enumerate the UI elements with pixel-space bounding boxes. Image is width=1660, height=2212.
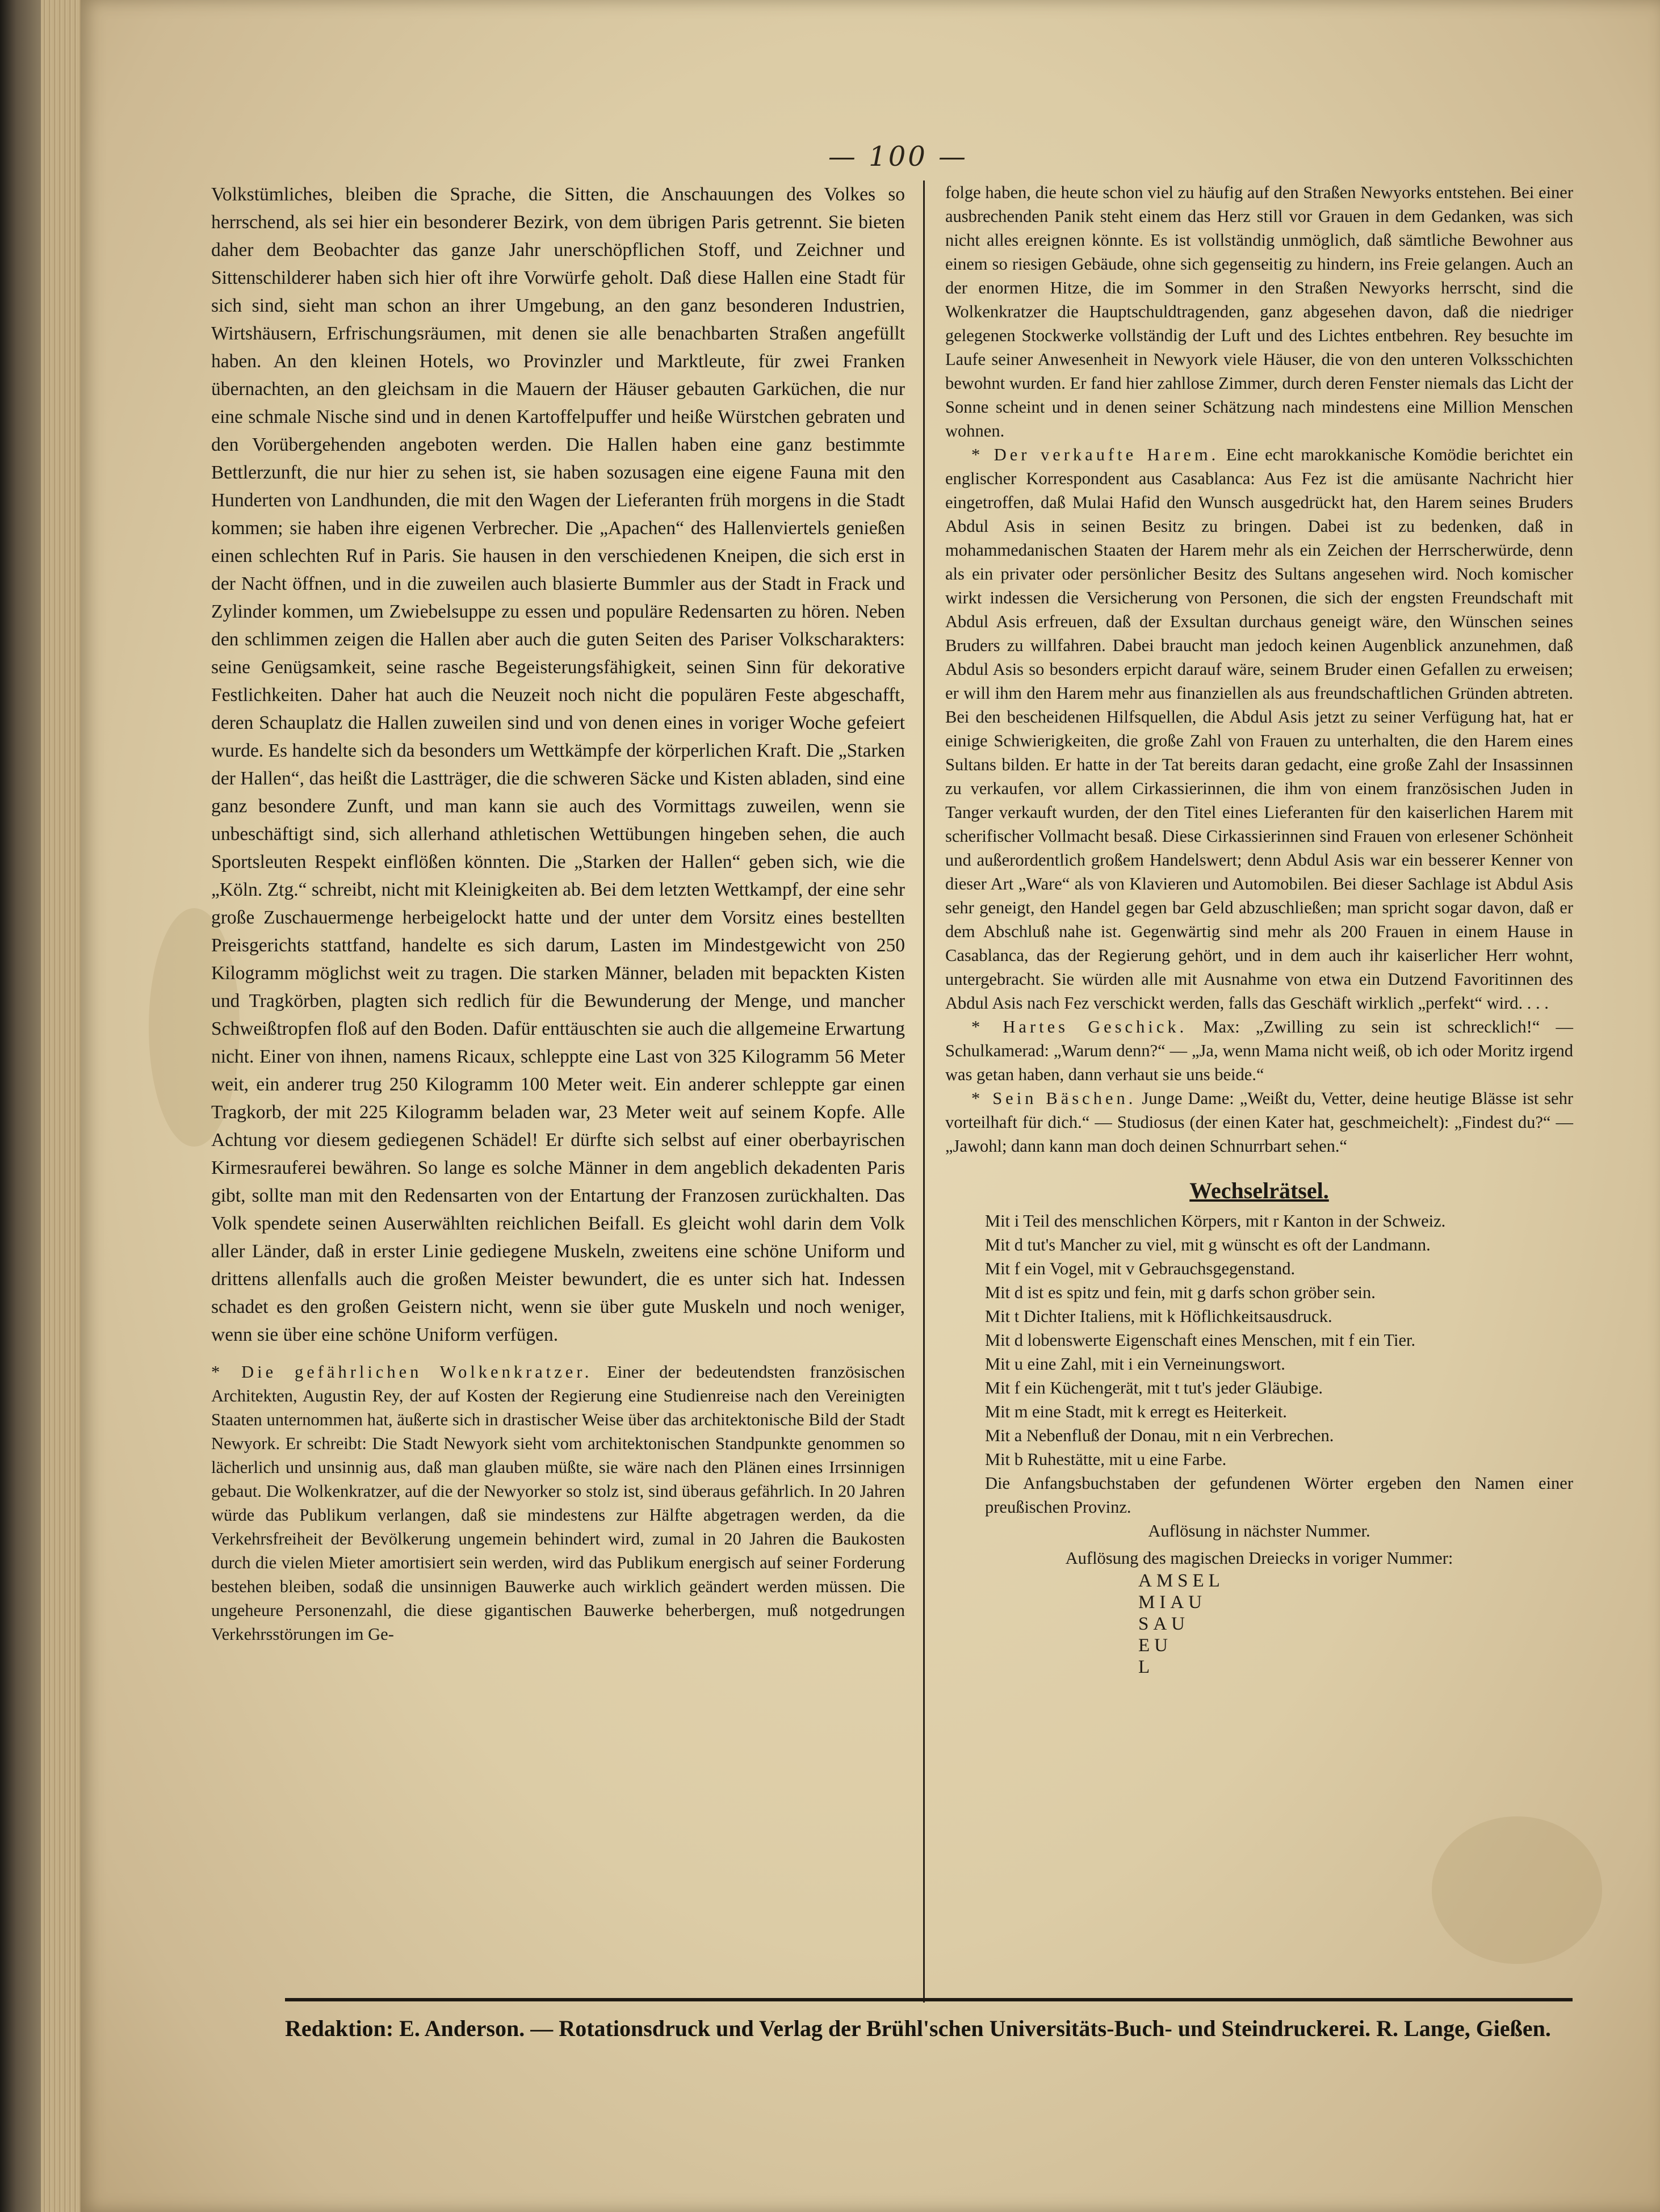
anecdote-body: Max: „Zwilling zu sein ist schrecklich!“ — Schulkamerad: „Warum denn?“ — „Ja, wenn Mama nicht weiß, ob ich oder Moritz irgend was getan haben, dann verhaut sie uns beide.“ — [945, 1017, 1573, 1084]
riddle-line: Mit f ein Vogel, mit v Gebrauchsgegenstand. — [985, 1259, 1296, 1278]
answer-word: SAU — [1138, 1614, 1190, 1634]
page-number: — 100 — — [828, 141, 969, 173]
riddle-line: Mit b Ruhestätte, mit u eine Farbe. — [985, 1450, 1227, 1469]
anecdote-hartes-geschick — [945, 1015, 1573, 1086]
answer-title: Auflösung des magischen Dreiecks in voriger Nummer: — [1065, 1548, 1453, 1568]
riddle-line: Mit d tut's Mancher zu viel, mit g wünscht es oft der Landmann. — [985, 1235, 1431, 1254]
riddle-line: Mit t Dichter Italiens, mit k Höflichkeitsausdruck. — [985, 1307, 1332, 1326]
riddle-solution-note: Auflösung in nächster Nummer. — [1148, 1521, 1370, 1541]
anecdote-heading: * Sein Bäschen. — [971, 1089, 1137, 1108]
riddle-lines — [945, 1209, 1573, 1543]
answer-word: EU — [1138, 1635, 1172, 1656]
riddle-line: Die Anfangsbuchstaben der gefundenen Wörter ergeben den Namen einer preußischen Provinz. — [985, 1474, 1573, 1517]
article-heading: * Der verkaufte Harem. — [971, 445, 1219, 464]
riddle-line: Mit d ist es spitz und fein, mit g darfs schon gröber sein. — [985, 1283, 1376, 1302]
answer-word: MIAU — [1138, 1592, 1206, 1613]
article-heading: * Die gefährlichen Wolkenkratzer. — [211, 1362, 593, 1382]
article-body: Einer der bedeutendsten französischen Architekten, Augustin Rey, der auf Kosten der Regierung eine Studienreise nach den Vereinigten Staaten unternommen hat, äußerte sich in drastischer Weise über das architektonische Bild der Stadt Newyork. Er schreibt: Die Stadt Newyork sieht vom architektonischen Standpunkte genommen so lächerlich und unsinnig aus, daß man glauben müßte, sie wäre nach den Plänen eines Irrsinnigen gebaut. Die Wolkenkratzer, auf die der Newyorker so stolz ist, sind überaus gefährlich. In 20 Jahren würde das Publikum verlangen, daß sie mindestens zur Hälfte abgetragen werden, da die Verkehrsfreiheit der Bevölkerung ungemein behindert wird, zumal in 20 Jahren die Baukosten durch die vielen Mieter amortisiert sein werden, wird das Publikum energisch auf seiner Forderung bestehen bleiben, sodaß die unsinnigen Bauwerke auch wirklich geändert werden müssen. Die ungeheure Personenzahl, die diese gigantischen Bauwerke beherbergen, muß notgedrungen Verkehrsstörungen im Ge- — [211, 1362, 905, 1644]
column-divider — [923, 181, 925, 2003]
footer-rule — [285, 1998, 1573, 2001]
riddle-title: Wechselrätsel. — [1189, 1178, 1329, 1203]
riddle-line: Mit d lobenswerte Eigenschaft eines Menschen, mit f ein Tier. — [985, 1330, 1416, 1350]
riddle-line: Mit f ein Küchengerät, mit t tut's jeder Gläubige. — [985, 1378, 1323, 1397]
imprint-line: Redaktion: E. Anderson. — Rotationsdruck und Verlag der Brühl'schen Universitäts-Buch- und Steindruckerei. R. Lange, Gießen. — [285, 2016, 1551, 2041]
anecdote-heading: * Hartes Geschick. — [971, 1017, 1188, 1036]
article-skyscrapers — [211, 1360, 905, 1646]
magic-triangle-answer — [945, 1546, 1573, 1678]
article-halles: Volkstümliches, bleiben die Sprache, die Sitten, die Anschauungen des Volkes so herrschend, als sei hier ein besonderer Bezirk, von dem übrigen Paris getrennt. Sie bieten daher dem Beobachter das ganze Jahr unerschöpflichen Stoff, und Zeichner und Sittenschilderer haben sich hier oft ihre Vorwürfe geholt. Daß diese Hallen eine Stadt für sich sind, sieht man schon an ihrer Umgebung, an den ganz besonderen Industrien, Wirtshäusern, Erfrischungsräumen, mit denen sie alle benachbarten Straßen angefüllt haben. An den kleinen Hotels, wo Provinzler und Marktleute, für zwei Franken übernachten, an den gleichsam in die Mauern der Häuser gebauten Garküchen, die nur eine schmale Nische sind und in denen Kartoffelpuffer und heiße Würstchen gebraten und den Vorübergehenden angeboten werden. Die Hallen haben eine ganz bestimmte Bettlerzunft, die nur hier zu sehen ist, sie haben sozusagen eine eigene Fauna mit den Hunderten von Landhunden, die mit den Wagen der Lieferanten früh morgens in die Stadt kommen; sie haben ihre eigenen Verbrecher. Die „Apachen“ des Hallenviertels genießen einen schlechten Ruf in Paris. Sie hausen in den verschiedenen Kneipen, die sich erst in der Nacht öffnen, und in die zuweilen auch blasierte Bummler aus der Stadt in Frack und Zylinder kommen, um Zwiebelsuppe zu essen und populäre Redensarten zu hören. Neben den schlimmen zeigen die Hallen aber auch die guten Seiten des Pariser Volkscharakters: seine Genügsamkeit, seine rasche Begeisterungsfähigkeit, seinen Sinn für dekorative Festlichkeiten. Daher hat auch die Neuzeit noch nicht die populären Feste abgeschafft, deren Schauplatz die Hallen zuweilen sind und von denen eines in voriger Woche gefeiert wurde. Es handelte sich da besonders um Wettkämpfe der körperlichen Kraft. Die „Starken der Hallen“, das heißt die Lastträger, die die schweren Säcke und Kisten abladen, sind eine ganz besondere Zunft, und man kann sie auch des Vormittags zuweilen, wenn sie unbeschäftigt sind, sich allerhand athletischen Wettübungen hingeben sehen, die auch Sportsleuten Respekt einflößen könnten. Die „Starken der Hallen“ geben sich, wie die „Köln. Ztg.“ schreibt, nicht mit Kleinigkeiten ab. Bei dem letzten Wettkampf, der eine sehr große Zuschauermenge herbeigelockt hatte und der unter dem Vorsitz eines bestellten Preisgerichts stattfand, handelte es sich darum, Lasten im Mindestgewicht von 250 Kilogramm möglichst weit zu tragen. Die starken Männer, beladen mit bepackten Kisten und Tragkörben, plagten sich redlich für die Bewunderung der Menge, und mancher Schweißtropfen floß auf den Boden. Dafür enttäuschten sie auch die allgemeine Erwartung nicht. Einer von ihnen, namens Ricaux, schleppte eine Last von 325 Kilogramm 56 Meter weit, ein anderer trug 250 Kilogramm 100 Meter weit. Ein anderer schleppte gar einen Tragkorb, der mit 225 Kilogramm beladen war, 23 Meter weit auf seinem Kopfe. Alle Achtung vor diesem gediegenen Schädel! Er dürfte sich selbst auf einer oberbayrischen Kirmesrauferei bewähren. So lange es solche Männer in dem angeblich dekadenten Paris gibt, sollte man mit den Redensarten von der Entartung der Franzosen zurückhalten. Das Volk spendete seinen Auserwählten reichlichen Beifall. Es gleicht wohl darin dem Volk aller Länder, daß in erster Linie gediegene Muskeln, zweitens eine schöne Uniform und drittens allenfalls auch die großen Meister bewundert, die es unter sich hat. Indessen schadet es den großen Geistern nicht, wenn sie über gute Muskeln und noch weniger, wenn sie über eine schöne Uniform verfügen. — [211, 184, 905, 1345]
article-harem — [945, 443, 1573, 1015]
anecdote-sein-baeschen — [945, 1086, 1573, 1158]
riddle-line: Mit m eine Stadt, mit k erregt es Heiterkeit. — [985, 1402, 1287, 1421]
answer-word: L — [1138, 1657, 1155, 1677]
article-body: Eine echt marokkanische Komödie berichtet ein englischer Korrespondent aus Casablanca: Aus Fez ist die amüsante Nachricht hier eingetroffen, daß Mulai Hafid den Wunsch ausgedrückt hat, den Harem seines Bruders Abdul Asis in seinen Besitz zu bringen. Dabei ist zu bedenken, daß in mohammedanischen Staaten der Harem mehr als ein Zeichen der Herrscherwürde, denn als ein privater oder persönlicher Besitz des Sultans angesehen wird. Noch komischer wirkt indessen die Versicherung von Personen, die sich der engsten Freundschaft mit Abdul Asis erfreuen, daß der Exsultan durchaus geneigt wäre, den Wünschen seines Bruders zu willfahren. Dabei braucht man jedoch keinen Augenblick anzunehmen, daß Abdul Asis so besonders erpicht darauf wäre, seinem Bruder einen Gefallen zu erweisen; er will ihm den Harem mehr aus finanziellen als aus freundschaftlichen Gründen abtreten. Bei den bescheidenen Hilfsquellen, die Abdul Asis jetzt zu seiner Verfügung hat, hat er einige Schwierigkeiten, die große Zahl von Frauen zu unterhalten, die den Harem eines Sultans bilden. Er hatte in der Tat bereits daran gedacht, eine große Zahl der Insassinnen zu verkaufen, vor allem Cirkassierinnen, die ihm von einem französischen Juden in Tanger verkauft wurden, der den Titel eines Lieferanten für den kaiserlichen Harem mit scherifischer Vollmacht besaß. Diese Cirkassierinnen sind Frauen von erlesener Schönheit und außerordentlich großem Handelswert; denn Abdul Asis war ein besserer Kenner von dieser Art „Ware“ als von Klavieren und Automobilen. Bei dieser Sachlage ist Abdul Asis sehr geneigt, den Handel gegen bar Geld abzuschließen; man spricht sogar davon, daß er dem Abschluß nahe ist. Gegenwärtig sind mehr als 200 Frauen in einem Hause in Casablanca, das der Regierung gehört, und in dem auch ihr kaiserlicher Herr wohnt, untergebracht. Sie würden alle mit Ausnahme von etwa ein Dutzend Favoritinnen des Abdul Asis nach Fez verschickt werden, falls das Geschäft wirklich „perfekt“ wird. . . . — [945, 445, 1574, 1013]
right-column — [945, 181, 1573, 1678]
anecdote-body: Junge Dame: „Weißt du, Vetter, deine heutige Blässe ist sehr vorteilhaft für dich.“ — Studiosus (der einen Kater hat, geschmeichelt): „Findest du?“ — „Jawohl; dann kann man doch deinen Schnurrbart sehen.“ — [945, 1089, 1573, 1156]
book-gutter — [0, 0, 41, 2212]
riddle-line: Mit i Teil des menschlichen Körpers, mit r Kanton in der Schweiz. — [985, 1211, 1446, 1231]
riddle-line: Mit u eine Zahl, mit i ein Verneinungswort. — [985, 1354, 1285, 1374]
riddle-line: Mit a Nebenfluß der Donau, mit n ein Verbrechen. — [985, 1426, 1334, 1445]
newspaper-page — [81, 0, 1660, 2212]
article-skyscrapers-continued: folge haben, die heute schon viel zu häufig auf den Straßen Newyorks entstehen. Bei einer ausbrechenden Panik steht einem das Herz still vor Grauen in dem Gedanken, was sich nicht alles ereignen könnte. Es ist vollständig unmöglich, daß sämtliche Bewohner aus einem so riesigen Gebäude, ohne sich gegenseitig zu hindern, ins Freie gelangen. Auch an der enormen Hitze, die im Sommer in den Straßen Newyorks herrscht, sind die Wolkenkratzer die Hauptschuldtragenden, ganz abgesehen davon, daß die niedriger gelegenen Stockwerke vollständig der Luft und des Lichtes entbehren. Rey besuchte im Laufe seiner Anwesenheit in Newyork viele Häuser, die von den unteren Volksschichten bewohnt wurden. Er fand hier zahllose Zimmer, durch deren Fenster niemals das Licht der Sonne scheint und in denen seiner Schätzung nach mindestens eine Million Menschen wohnen. — [945, 183, 1573, 440]
page-edges — [41, 0, 81, 2212]
answer-word: AMSEL — [1138, 1571, 1225, 1591]
paper-stain — [1432, 1816, 1602, 1964]
left-column — [211, 181, 905, 1646]
